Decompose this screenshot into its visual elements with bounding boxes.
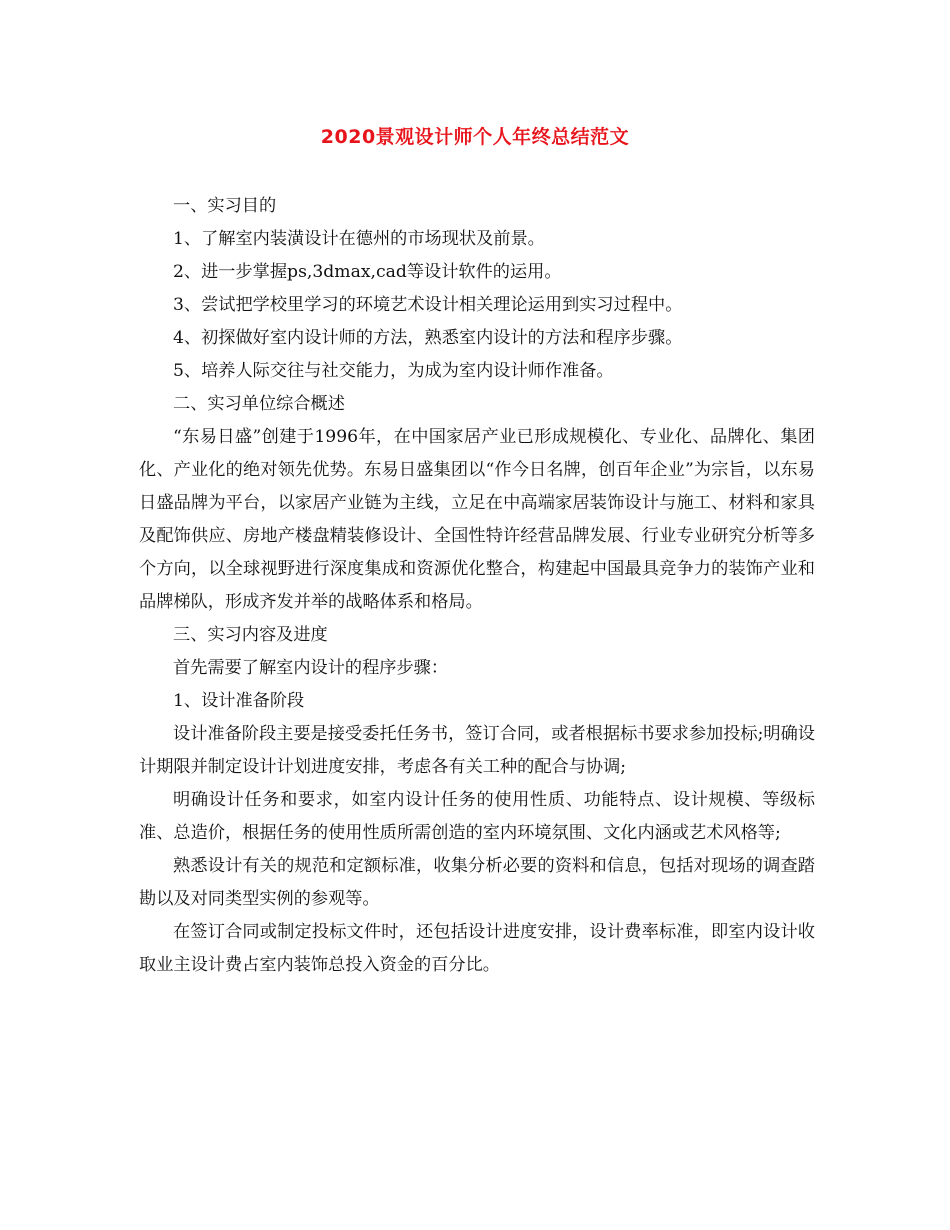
list-item: 2、进一步掌握ps,3dmax,cad等设计软件的运用。 <box>173 262 562 282</box>
paragraph: 明确设计任务和要求，如室内设计任务的使用性质、功能特点、设计规模、等级标准、总造价，根据任务的使用性质所需创造的室内环境氛围、文化内涵或艺术风格等; <box>139 790 815 843</box>
list-item: 3、尝试把学校里学习的环境艺术设计相关理论运用到实习过程中。 <box>173 295 683 315</box>
subheading-design-preparation: 1、设计准备阶段 <box>173 691 305 711</box>
heading-company-overview: 二、实习单位综合概述 <box>173 394 345 414</box>
document-title: 2020景观设计师个人年终总结范文 <box>320 126 630 148</box>
heading-internship-content: 三、实习内容及进度 <box>173 625 328 645</box>
paragraph: 在签订合同或制定投标文件时，还包括设计进度安排，设计费率标准，即室内设计收取业主设计费占室内装饰总投入资金的百分比。 <box>139 922 815 975</box>
list-item: 1、了解室内装潢设计在德州的市场现状及前景。 <box>173 229 545 249</box>
paragraph: “东易日盛”创建于1996年，在中国家居产业已形成规模化、专业化、品牌化、集团化、产业化的绝对领先优势。东易日盛集团以“作今日名牌，创百年企业”为宗旨，以东易日盛品牌为平台，以家居产业链为主线，立足在中高端家居装饰设计与施工、材料和家具及配饰供应、房地产楼盘精装修设计、全国性特许经营品牌发展、行业专业研究分析等多个方向，以全球视野进行深度集成和资源优化整合，构建起中国最具竞争力的装饰产业和品牌梯队，形成齐发并举的战略体系和格局。 <box>139 427 815 612</box>
paragraph: 熟悉设计有关的规范和定额标准，收集分析必要的资料和信息，包括对现场的调查踏勘以及对同类型实例的参观等。 <box>139 856 815 909</box>
list-item: 5、培养人际交往与社交能力，为成为室内设计师作准备。 <box>173 361 614 381</box>
paragraph: 首先需要了解室内设计的程序步骤： <box>173 658 449 678</box>
document-body <box>139 190 815 982</box>
list-item: 4、初探做好室内设计师的方法，熟悉室内设计的方法和程序步骤。 <box>173 328 683 348</box>
paragraph: 设计准备阶段主要是接受委托任务书，签订合同，或者根据标书要求参加投标;明确设计期限并制定设计计划进度安排，考虑各有关工种的配合与协调; <box>139 724 815 777</box>
heading-internship-purpose: 一、实习目的 <box>173 196 277 216</box>
